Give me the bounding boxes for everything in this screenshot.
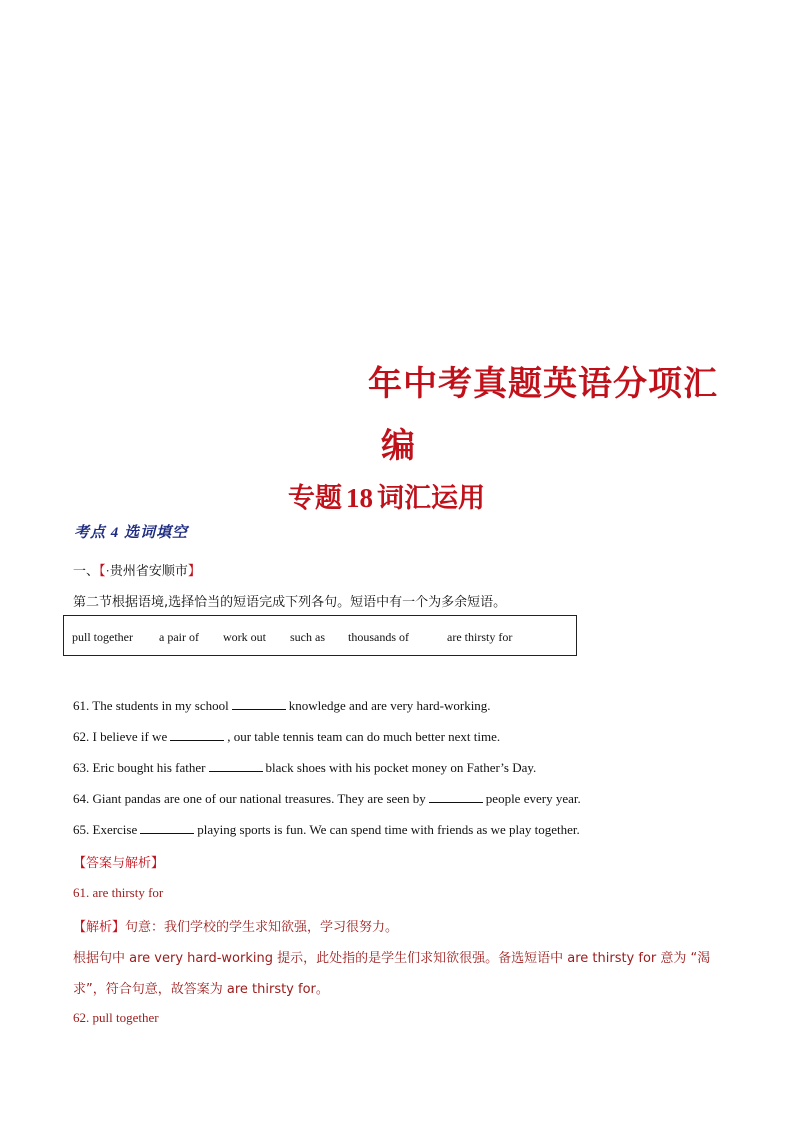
question-item	[73, 760, 536, 776]
question-item	[73, 698, 491, 714]
question-number: 63.	[73, 760, 90, 775]
question-number: 62.	[73, 729, 90, 744]
question-item	[73, 729, 500, 745]
answer-blank	[429, 791, 483, 803]
phrase-box	[63, 615, 577, 656]
phrase-option: such as	[290, 630, 325, 644]
question-text-after: black shoes with his pocket money on Father’s Day.	[265, 760, 537, 775]
section-heading: 考点 4 选词填空	[74, 525, 189, 541]
analysis-label: 【解析】	[73, 920, 126, 935]
question-text-before: Giant pandas are one of our national treasures. They are seen by	[92, 791, 426, 806]
question-text-before: Exercise	[92, 822, 138, 837]
document-title-line1: 年中考真题英语分项汇	[368, 366, 718, 403]
answer-61: 61. are thirsty for	[73, 885, 164, 900]
document-title-line2: 编	[381, 428, 415, 465]
subtitle-prefix: 专题	[288, 483, 342, 513]
source-open-bracket: 【	[99, 563, 106, 578]
subtitle-number: 18	[346, 483, 373, 513]
question-text-before: The students in my school	[92, 698, 229, 713]
question-number: 64.	[73, 791, 90, 806]
source-text: ·贵州省安顺市	[105, 563, 188, 578]
question-item	[73, 791, 581, 807]
answer-blank	[170, 729, 224, 741]
answer-blank	[140, 822, 194, 834]
analysis-line	[73, 916, 398, 935]
instruction-text: 第二节根据语境,选择恰当的短语完成下列各句。短语中有一个为多余短语。	[73, 595, 507, 610]
question-text-before: I believe if we	[92, 729, 168, 744]
topic-subtitle	[288, 476, 485, 515]
question-text-before: Eric bought his father	[92, 760, 206, 775]
question-text-after: knowledge and are very hard-working.	[288, 698, 491, 713]
question-source	[73, 560, 201, 579]
answer-62: 62. pull together	[73, 1010, 159, 1025]
analysis-text: 句意：我们学校的学生求知欲强，学习很努力。	[125, 920, 399, 935]
source-close-bracket: 】	[187, 563, 201, 578]
phrase-option: thousands of	[348, 630, 409, 644]
explanation-line-1: 根据句中 are very hard-working 提示，此处指的是学生们求知欲很强。备选短语中 are thirsty for 意为 “渴	[73, 951, 711, 966]
phrase-option: are thirsty for	[447, 630, 513, 644]
question-text-after: people every year.	[485, 791, 581, 806]
question-number: 65.	[73, 822, 90, 837]
phrase-option: pull together	[72, 630, 133, 644]
question-number: 61.	[73, 698, 90, 713]
subtitle-suffix: 词汇运用	[377, 483, 485, 513]
question-item	[73, 822, 580, 838]
explanation-line-2: 求”，符合句意，故答案为 are thirsty for。	[73, 982, 329, 997]
answer-heading: 【答案与解析】	[73, 856, 165, 871]
question-text-after: playing sports is fun. We can spend time with friends as we play together.	[197, 822, 580, 837]
question-text-after: , our table tennis team can do much better next time.	[227, 729, 501, 744]
source-prefix: 一、	[73, 563, 100, 578]
answer-blank	[209, 760, 263, 772]
answer-blank	[232, 698, 286, 710]
phrase-option: a pair of	[159, 630, 199, 644]
phrase-option: work out	[223, 630, 266, 644]
